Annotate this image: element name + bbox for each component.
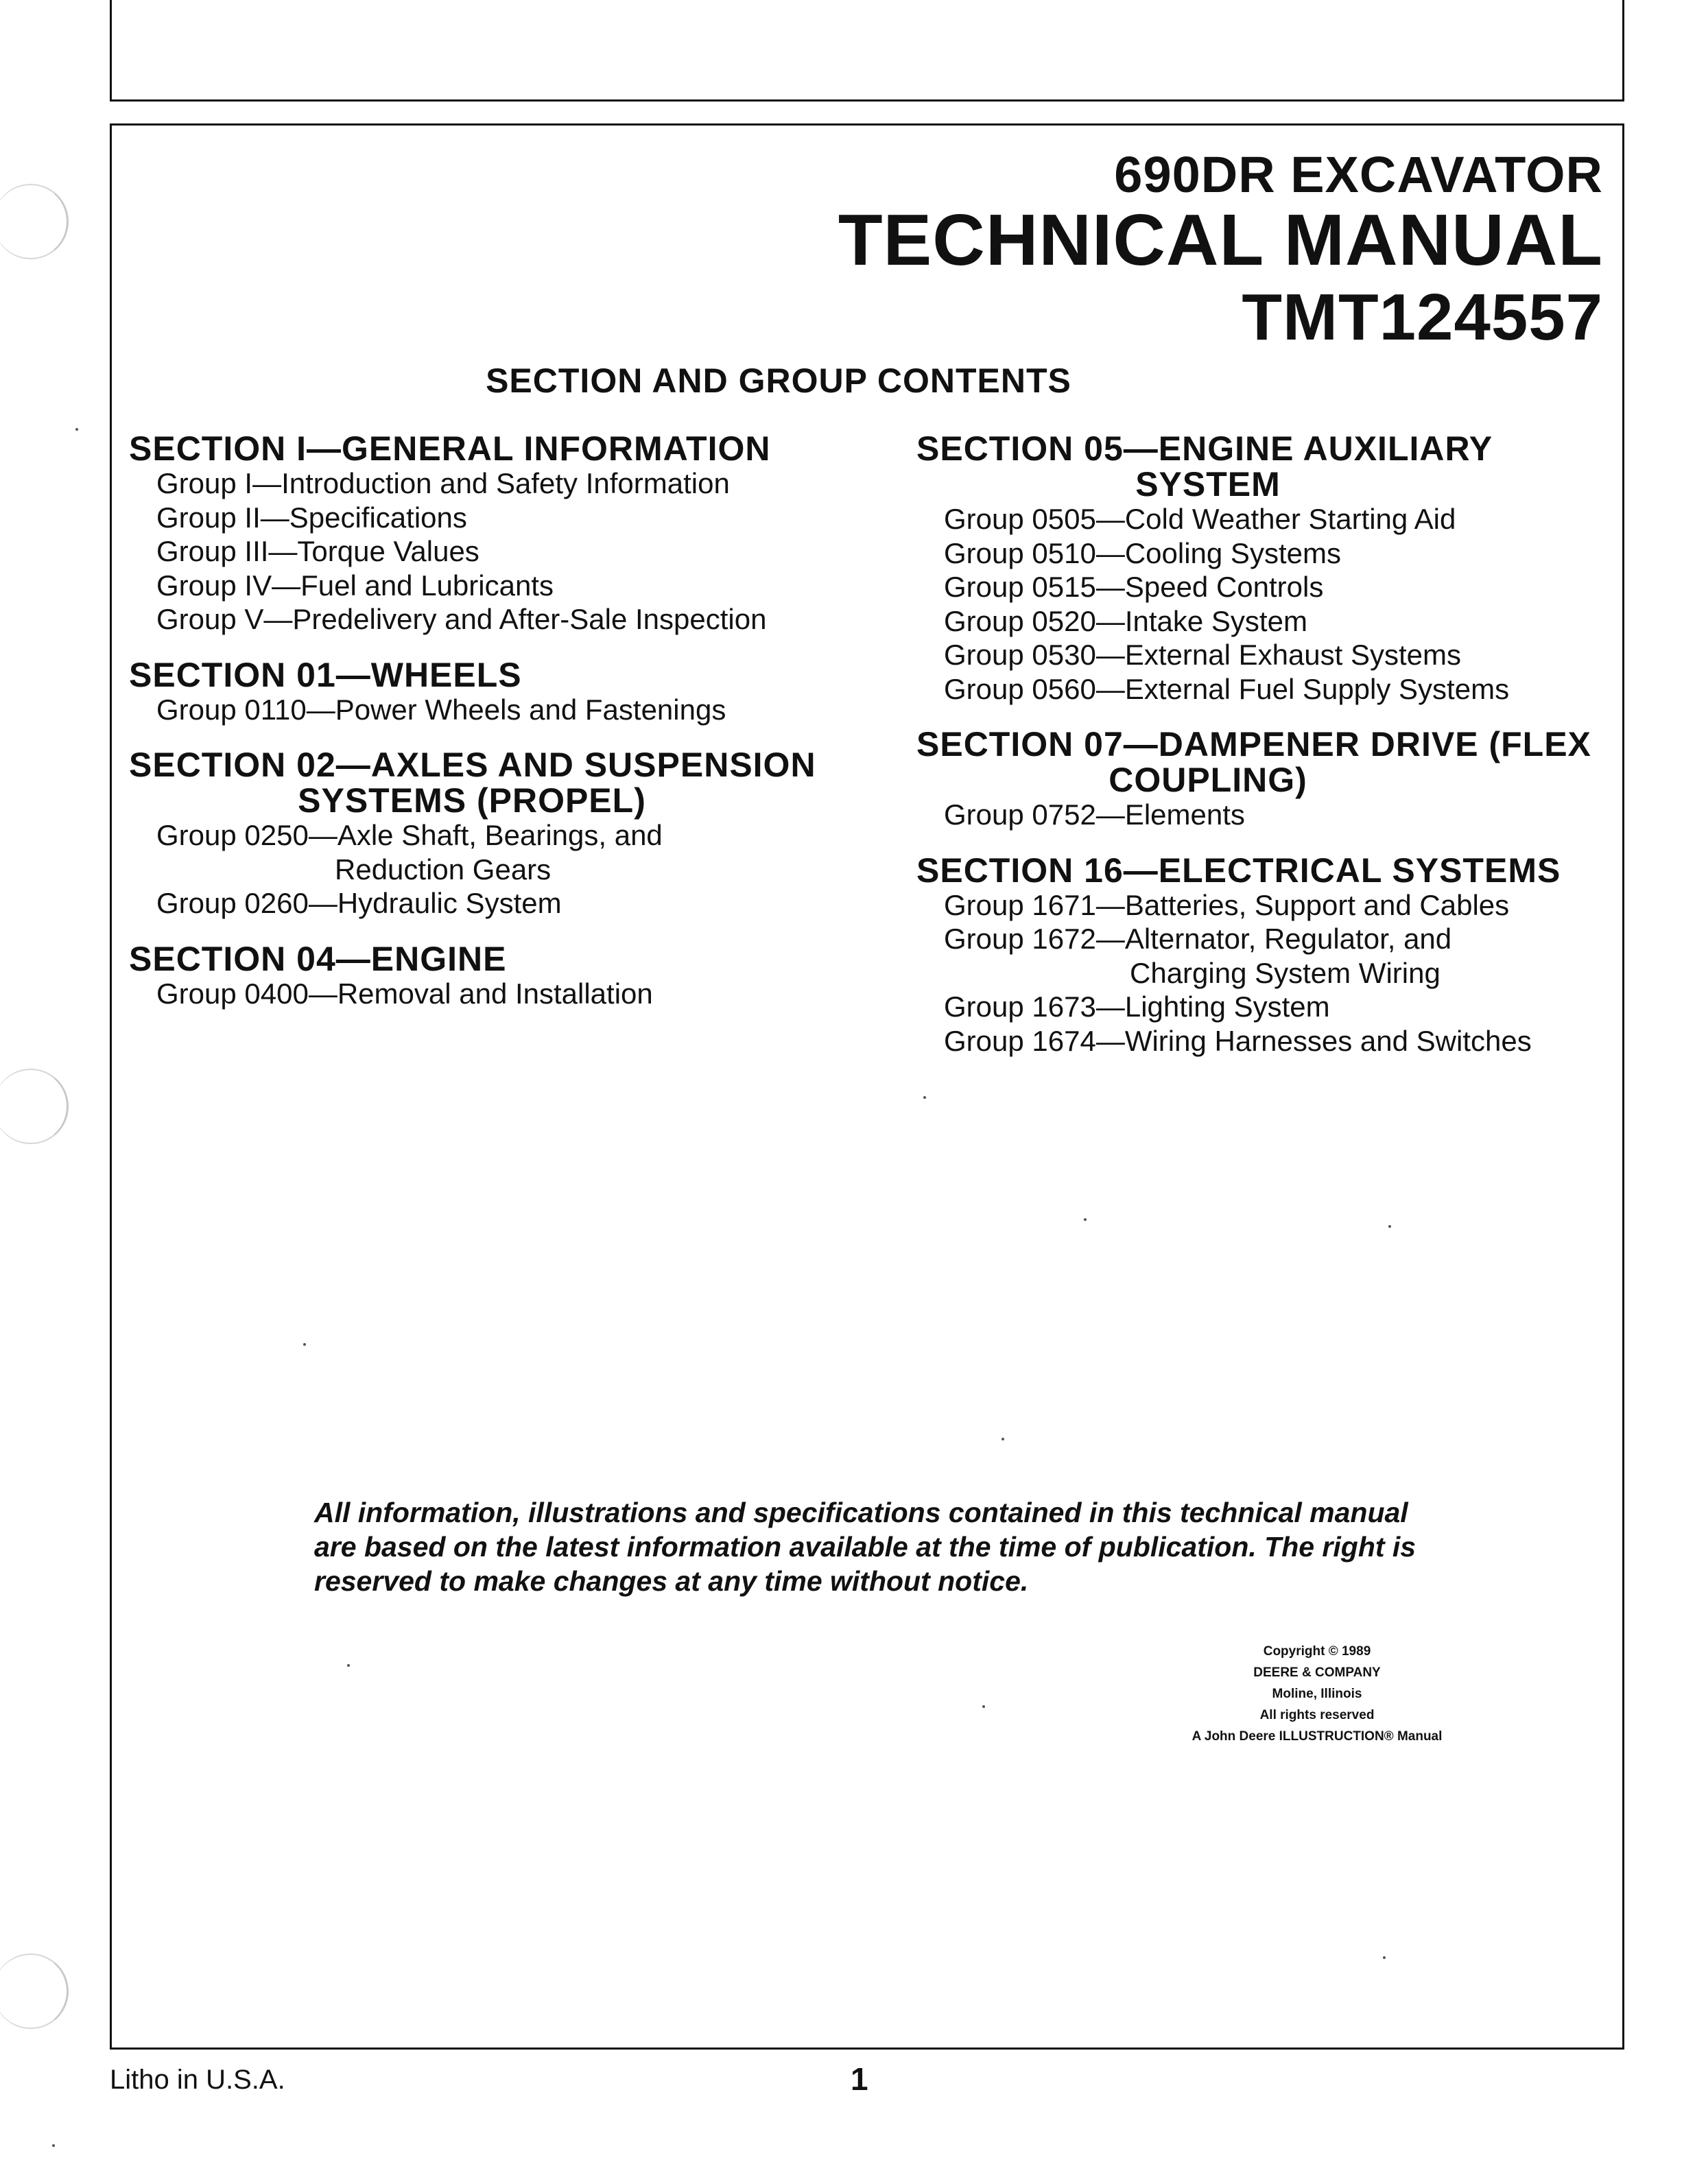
page-number: 1	[851, 2061, 868, 2097]
group-item[interactable]: Group 0752—Elements	[944, 798, 1245, 831]
group-item[interactable]: Group 0110—Power Wheels and Fastenings	[156, 693, 726, 726]
group-item[interactable]: Group I—Introduction and Safety Information	[156, 467, 730, 499]
page-frame	[110, 123, 1624, 2050]
group-item[interactable]: Group 1672—Alternator, Regulator, and	[944, 923, 1452, 955]
section-axles-suspension	[129, 747, 884, 921]
punch-hole-top	[0, 184, 69, 259]
section-wheels	[129, 657, 884, 727]
group-item[interactable]: Group 0515—Speed Controls	[944, 571, 1324, 603]
scan-speck	[75, 428, 78, 431]
group-item[interactable]: Group 1674—Wiring Harnesses and Switches	[944, 1024, 1532, 1057]
section-engine	[129, 941, 884, 1011]
contents-right-column	[916, 431, 1630, 1078]
scan-speck	[347, 1664, 350, 1667]
scan-speck	[1001, 1438, 1004, 1440]
header-blank-box	[110, 0, 1624, 102]
punch-hole-middle	[0, 1069, 69, 1144]
scan-speck	[52, 2144, 55, 2147]
group-item[interactable]: Group 0560—External Fuel Supply Systems	[944, 672, 1510, 705]
punch-hole-bottom	[0, 1954, 69, 2029]
copyright-manual-type: A John Deere ILLUSTRUCTION® Manual	[1192, 1729, 1443, 1744]
section-title[interactable]: SECTION 16—ELECTRICAL SYSTEMS	[916, 851, 1561, 890]
group-item[interactable]: Group 0530—External Exhaust Systems	[944, 639, 1462, 671]
contents-heading: SECTION AND GROUP CONTENTS	[486, 361, 1071, 400]
contents-left-column	[129, 431, 884, 1031]
section-title[interactable]: SECTION 07—DAMPENER DRIVE (FLEX	[916, 725, 1591, 763]
section-title[interactable]: SECTION 04—ENGINE	[129, 939, 507, 978]
group-item[interactable]: Group III—Torque Values	[156, 535, 479, 567]
group-item[interactable]: Group 1673—Lighting System	[944, 990, 1330, 1023]
group-item-continued: Reduction Gears	[335, 853, 552, 886]
section-electrical-systems	[916, 853, 1630, 1058]
group-item[interactable]: Group 0505—Cold Weather Starting Aid	[944, 503, 1456, 535]
section-title[interactable]: SECTION I—GENERAL INFORMATION	[129, 429, 771, 468]
scan-speck	[1084, 1218, 1087, 1221]
group-item[interactable]: Group IV—Fuel and Lubricants	[156, 569, 554, 602]
title-manual-type: TECHNICAL MANUAL	[838, 200, 1603, 281]
section-engine-auxiliary	[916, 431, 1630, 706]
copyright-block	[1125, 1641, 1509, 1747]
section-dampener-drive	[916, 726, 1630, 832]
footer-print-location: Litho in U.S.A.	[110, 2065, 285, 2095]
scan-speck	[1388, 1225, 1391, 1228]
section-title[interactable]: SECTION 01—WHEELS	[129, 655, 522, 694]
section-title-continued: SYSTEMS (PROPEL)	[298, 781, 646, 820]
scan-speck	[982, 1705, 985, 1708]
group-item[interactable]: Group 0400—Removal and Installation	[156, 977, 653, 1010]
copyright-rights: All rights reserved	[1259, 1708, 1375, 1722]
title-manual-number: TMT124557	[1242, 281, 1603, 354]
group-item-continued: Charging System Wiring	[1130, 956, 1441, 989]
group-item[interactable]: Group 0510—Cooling Systems	[944, 536, 1341, 569]
scan-speck	[1383, 1956, 1386, 1959]
group-item[interactable]: Group 0250—Axle Shaft, Bearings, and	[156, 819, 663, 851]
title-model: 690DR EXCAVATOR	[1114, 146, 1603, 203]
copyright-company: DEERE & COMPANY	[1253, 1665, 1381, 1680]
group-item[interactable]: Group 0520—Intake System	[944, 604, 1307, 637]
group-item[interactable]: Group V—Predelivery and After-Sale Inspection	[156, 603, 767, 635]
section-title-continued: SYSTEM	[1135, 465, 1281, 503]
scan-speck	[303, 1343, 306, 1346]
scan-speck	[923, 1096, 926, 1099]
section-title[interactable]: SECTION 02—AXLES AND SUSPENSION	[129, 746, 816, 784]
copyright-location: Moline, Illinois	[1272, 1687, 1362, 1701]
section-general-information	[129, 431, 884, 637]
group-item[interactable]: Group 0260—Hydraulic System	[156, 887, 562, 919]
copyright-line: Copyright © 1989	[1263, 1644, 1371, 1659]
disclaimer-text: All information, illustrations and specifications contained in this technical manual are based on the latest information available at the time of publication. The right is reserved to make changes at any time without notice.	[314, 1497, 1417, 1597]
section-title-continued: COUPLING)	[1109, 761, 1307, 799]
group-item[interactable]: Group 1671—Batteries, Support and Cables	[944, 888, 1510, 921]
group-item[interactable]: Group II—Specifications	[156, 501, 467, 534]
section-title[interactable]: SECTION 05—ENGINE AUXILIARY	[916, 429, 1493, 468]
